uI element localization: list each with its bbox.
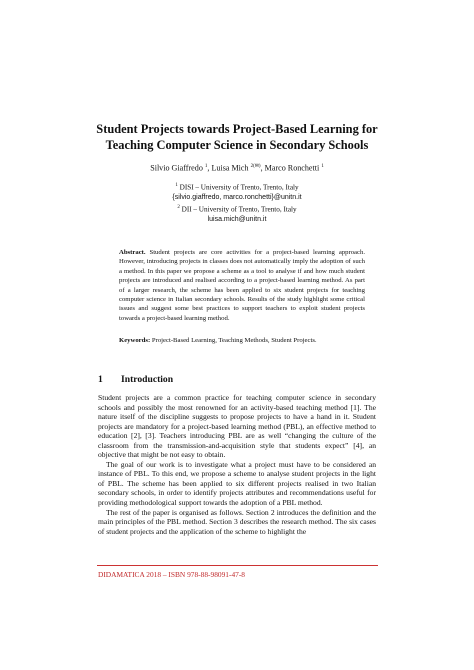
affiliation-email: {silvio.giaffredo, marco.ronchetti}@unitn.it xyxy=(172,193,302,201)
title-line-1: Student Projects towards Project-Based Learning for xyxy=(96,122,378,136)
affiliation-text: DISI – University of Trento, Trento, Italy xyxy=(177,183,299,192)
keywords-label: Keywords: xyxy=(119,337,151,344)
keywords xyxy=(119,336,365,345)
footer-text: DIDAMATICA 2018 – ISBN 978-88-98091-47-8 xyxy=(98,570,245,579)
footer-divider xyxy=(97,565,378,566)
abstract-label: Abstract. xyxy=(119,249,146,256)
section-title: Introduction xyxy=(121,374,174,385)
author-affil-mark: 1 xyxy=(204,164,208,169)
author-affil-mark: 1 xyxy=(321,164,324,169)
author-name: Luisa Mich xyxy=(211,163,249,173)
section-number: 1 xyxy=(98,374,103,385)
section-heading xyxy=(98,374,173,386)
author-list: Silvio Giaffredo $^1$, Luisa Mich $^{2(✉)}$, Marco Ronchetti $^1$ xyxy=(150,163,324,173)
author-affil-mark: 2(✉) xyxy=(250,164,261,169)
abstract xyxy=(119,248,365,323)
affiliations xyxy=(60,181,414,224)
section-body xyxy=(98,393,376,536)
affiliation-text: DII – University of Trento, Trento, Italy xyxy=(179,204,297,213)
paper-title xyxy=(60,121,414,153)
author-name: Marco Ronchetti xyxy=(264,163,320,173)
title-line-2: Teaching Computer Science in Secondary Schools xyxy=(105,138,369,152)
author-name: Silvio Giaffredo xyxy=(150,163,203,173)
abstract-text: Student projects are core activities for a project-based learning approach. However, introducing projects in classes does not automatically imply the adoption of such a method. In this paper we propose a scheme as a tool to analyse if and how much student projects are introduced and realised according to a project-based learning method. As part of a larger research, the scheme has been applied to six student projects for teaching computer science in Italian secondary schools. Results of the study highlight some critical issues and suggest some best practices to support teachers to exploit student projects towards a project-based learning method. xyxy=(119,249,365,322)
affiliation-line xyxy=(60,181,414,193)
keywords-text: Project-Based Learning, Teaching Methods, Student Projects. xyxy=(150,337,317,344)
paragraph: Student projects are a common practice for teaching computer science in secondary schools and possibly the most renowned for an activity-based teaching method [1]. The nature itself of the discipline suggests to propose projects to have a hand in it. Student projects are mandatory for a project-based learning method (PBL), an effective method to education [2], [3]. Teachers introducing PBL are as well “changing the culture of the classroom from the transmission-and-acquisition style that students expect” [4], an objective that might be not easy to obtain. xyxy=(98,393,376,460)
affil-mark: 2 xyxy=(177,204,180,210)
paragraph: The goal of our work is to investigate what a project must have to be considered an instance of PBL. To this end, we propose a scheme to analyse student projects in the light of PBL. The scheme has been applied to six different projects realised in two Italian secondary schools, in order to identify projects attributes and recommendations useful for providing methodological support towards the adoption of a PBL method. xyxy=(98,459,376,508)
affil-mark: 1 xyxy=(175,183,178,188)
affiliation-line xyxy=(60,203,414,215)
affiliation-email: luisa.mich@unitn.it xyxy=(207,215,267,223)
paragraph: The rest of the paper is organised as follows. Section 2 introduces the definition and the main principles of the PBL method. Section 3 describes the research method. The six cases of student projects and the application of the scheme to highlight the xyxy=(98,507,376,536)
